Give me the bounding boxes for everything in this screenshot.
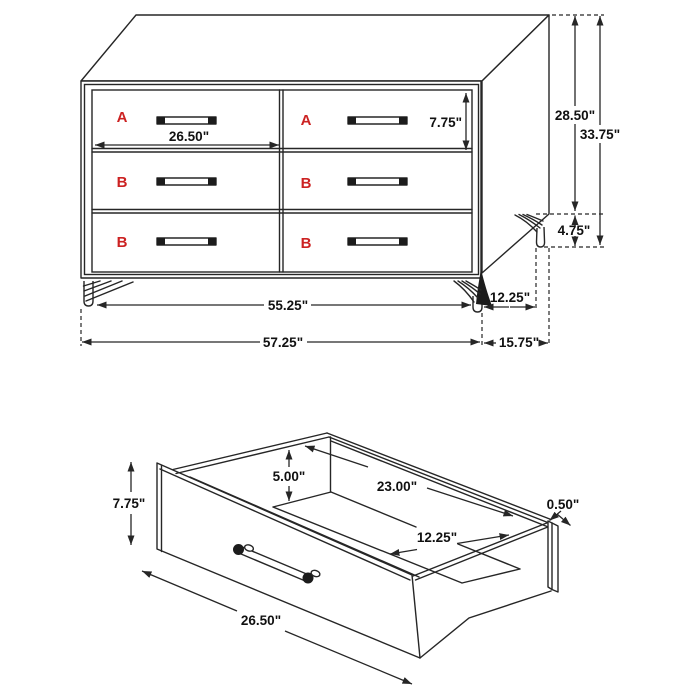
dim-leg-height-label: 4.75" — [557, 223, 591, 238]
dresser-top-face — [81, 15, 549, 81]
dim-footprint-depth — [484, 290, 535, 307]
drawer-back-rim — [327, 433, 551, 527]
dim-footprint-depth-label: 12.25" — [489, 290, 531, 305]
drawer-letter-a2: A — [300, 112, 312, 129]
dim-overall-depth — [484, 335, 548, 350]
dresser-diagram — [81, 15, 620, 350]
dim-interior-height-label: 5.00" — [272, 469, 306, 484]
drawer-letter-b4: B — [300, 235, 312, 252]
dim-interior-height — [273, 450, 306, 501]
dresser-front-face — [81, 81, 481, 278]
dim-leg-height — [558, 216, 591, 247]
drawer-letter-b3: B — [116, 234, 128, 251]
dim-overall-width — [82, 335, 480, 350]
dim-case-height — [555, 16, 595, 211]
drawer-letter-b1: B — [116, 174, 128, 191]
dim-front-height-label: 7.75" — [112, 496, 146, 511]
dim-interior-width — [305, 446, 513, 516]
drawer-left-rim — [173, 433, 329, 474]
dim-drawer-width-label: 26.50" — [168, 129, 210, 144]
dim-side-thickness-label: 0.50" — [546, 497, 580, 512]
dim-drawer-front-height-label: 7.75" — [429, 115, 462, 130]
dim-overall-height — [580, 16, 620, 245]
drawer-handle-cap-left — [233, 544, 244, 555]
dim-footprint-width — [97, 298, 471, 313]
dim-footprint-width-label: 55.25" — [267, 298, 309, 313]
drawer-letter-b2: B — [300, 175, 312, 192]
drawer-right-wall-bottom — [420, 591, 551, 658]
dim-interior-width-label: 23.00" — [376, 479, 418, 494]
dim-overall-depth-label: 15.75" — [498, 335, 540, 350]
dim-side-thickness — [547, 497, 580, 526]
dim-case-height-label: 28.50" — [554, 108, 596, 123]
dim-overall-height-label: 33.75" — [579, 127, 621, 142]
dim-interior-depth-label: 12.25" — [416, 530, 458, 545]
leg-back-right-foot — [537, 227, 545, 247]
dim-front-width-label: 26.50" — [240, 613, 282, 628]
dim-front-height — [113, 462, 146, 545]
dim-overall-width-label: 57.25" — [262, 335, 304, 350]
drawer-side-panel — [548, 521, 558, 592]
drawer-detail-diagram — [113, 433, 580, 684]
drawer-letter-a1: A — [116, 109, 128, 126]
